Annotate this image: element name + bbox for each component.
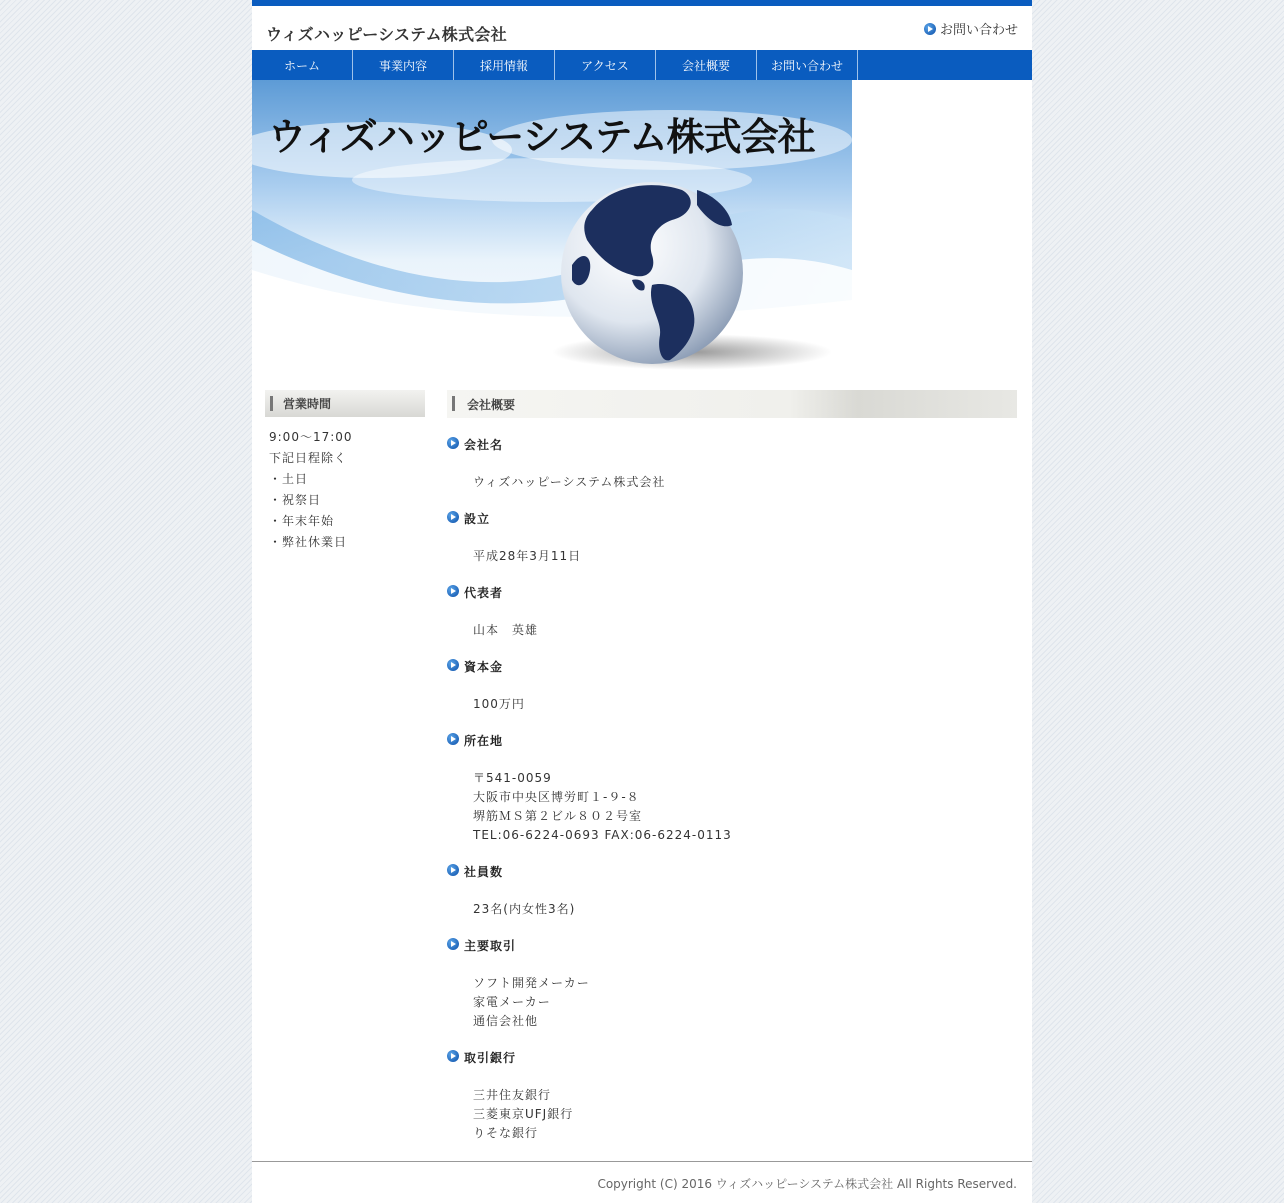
- circle-arrow-icon: [447, 511, 459, 523]
- hours-line: ・弊社休業日: [269, 535, 348, 549]
- info-value: りそな銀行: [473, 1126, 539, 1140]
- hours-line: 下記日程除く: [269, 451, 348, 465]
- circle-arrow-icon: [447, 938, 459, 950]
- info-label: 代表者: [464, 586, 504, 600]
- info-label: 所在地: [464, 734, 504, 748]
- info-value: TEL:06-6224-0693 FAX:06-6224-0113: [473, 828, 732, 842]
- info-label: 取引銀行: [464, 1051, 517, 1065]
- nav-company[interactable]: 会社概要: [656, 50, 757, 80]
- header-contact-link[interactable]: [924, 19, 1018, 38]
- hero-banner: [252, 80, 852, 380]
- info-value: 〒541-0059: [473, 771, 552, 785]
- info-value: 三井住友銀行: [473, 1088, 552, 1102]
- copyright: Copyright (C) 2016 ウィズハッピーシステム株式会社 All Rights Reserved.: [597, 1177, 1017, 1191]
- info-value: 23名(内女性3名): [473, 902, 576, 916]
- info-row-banks: [447, 1049, 1017, 1143]
- circle-arrow-icon: [924, 23, 936, 35]
- circle-arrow-icon: [447, 659, 459, 671]
- circle-arrow-icon: [447, 733, 459, 745]
- sidebar: [265, 390, 425, 553]
- nav-business[interactable]: 事業内容: [353, 50, 454, 80]
- circle-arrow-icon: [447, 864, 459, 876]
- hours-line: ・祝祭日: [269, 493, 322, 507]
- info-value: ウィズハッピーシステム株式会社: [473, 475, 666, 489]
- info-row-employees: [447, 863, 1017, 919]
- info-label: 会社名: [464, 438, 504, 452]
- top-accent-bar: [252, 0, 1032, 6]
- info-value: ソフト開発メーカー: [473, 976, 590, 990]
- hours-line: ・年末年始: [269, 514, 335, 528]
- info-row-company-name: [447, 436, 1017, 492]
- info-value: 平成28年3月11日: [473, 549, 582, 563]
- main-content: [447, 390, 1017, 1143]
- footer-divider: [252, 1161, 1032, 1162]
- info-value: 大阪市中央区博労町１-９-８: [473, 790, 640, 804]
- main-heading: 会社概要: [447, 390, 1017, 418]
- info-row-established: [447, 510, 1017, 566]
- info-value: 家電メーカー: [473, 995, 551, 1009]
- sidebar-heading: 営業時間: [265, 390, 425, 417]
- info-row-capital: [447, 658, 1017, 714]
- info-value: 堺筋ＭＳ第２ビル８０２号室: [473, 809, 643, 823]
- info-label: 社員数: [464, 865, 504, 879]
- business-hours: [265, 427, 425, 553]
- info-label: 主要取引: [464, 939, 517, 953]
- circle-arrow-icon: [447, 1050, 459, 1062]
- nav-access[interactable]: アクセス: [555, 50, 656, 80]
- info-row-clients: [447, 937, 1017, 1031]
- info-value: 100万円: [473, 697, 525, 711]
- header-contact-label: お問い合わせ: [939, 23, 1018, 38]
- info-row-representative: [447, 584, 1017, 640]
- site-title[interactable]: ウィズハッピーシステム株式会社: [266, 25, 507, 44]
- circle-arrow-icon: [447, 437, 459, 449]
- info-label: 設立: [464, 512, 491, 526]
- info-value: 通信会社他: [473, 1014, 539, 1028]
- hours-line: ・土日: [269, 472, 309, 486]
- info-value: 三菱東京UFJ銀行: [473, 1107, 574, 1121]
- nav-recruit[interactable]: 採用情報: [454, 50, 555, 80]
- circle-arrow-icon: [447, 585, 459, 597]
- info-row-address: [447, 732, 1017, 845]
- info-value: 山本 英雄: [473, 623, 539, 637]
- nav-contact[interactable]: お問い合わせ: [757, 50, 858, 80]
- info-label: 資本金: [464, 660, 504, 674]
- hero-title: ウィズハッピーシステム株式会社: [268, 115, 815, 159]
- hours-line: 9:00～17:00: [269, 430, 353, 444]
- global-nav: [252, 50, 1032, 80]
- nav-home[interactable]: ホーム: [252, 50, 353, 80]
- page: [252, 0, 1032, 1203]
